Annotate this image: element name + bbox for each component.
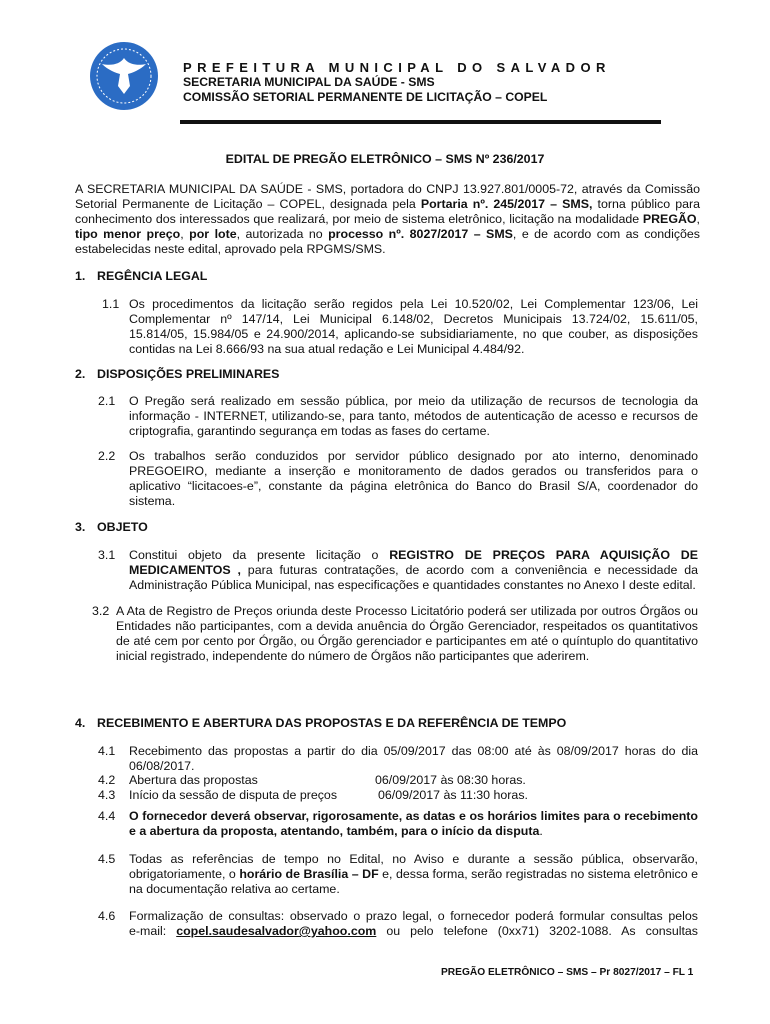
section-heading-recebimento: 4. RECEBIMENTO E ABERTURA DAS PROPOSTAS E DA REFERÊNCIA DE TEMPO — [75, 716, 567, 730]
section-heading-objeto: 3. OBJETO — [75, 520, 148, 534]
item-number: 4.5 — [98, 852, 116, 866]
item-4-6-line2: e-mail: copel.saudesalvador@yahoo.com ou pelo telefone (0xx71) 3202-1088. As consultas — [129, 924, 698, 938]
copel-email-link[interactable]: copel.saudesalvador@yahoo.com — [176, 924, 377, 938]
item-number: 3.1 — [98, 548, 116, 562]
item-2-2-text: Os trabalhos serão conduzidos por servidor público designado por ato interno, denominado PREGOEIRO, mediante a inserção e monitoramento de dados gerados ou transferidos para o aplicativo “licitacoes-e”, constante da página eletrônica do Banco do Brasil S/A, coordenador do sistema. — [129, 449, 698, 508]
item-number: 4.1 — [98, 744, 116, 758]
item-4-5-text: Todas as referências de tempo no Edital, no Aviso e durante a sessão pública, observarão, obrigatoriamente, o horário de Brasília – DF e, dessa forma, serão registradas no sistema eletrônico e na documentação relativa ao certame. — [129, 852, 699, 896]
item-4-3-label: Início da sessão de disputa de preços — [129, 788, 338, 802]
section-heading-disposicoes: 2. DISPOSIÇÕES PRELIMINARES — [75, 367, 280, 381]
item-4-2-value: 06/09/2017 às 08:30 horas. — [375, 773, 526, 787]
item-4-6-text — [129, 909, 698, 939]
intro-paragraph: A SECRETARIA MUNICIPAL DA SAÚDE - SMS, portadora do CNPJ 13.927.801/0005-72, através da Comissão Setorial Permanente de Licitação – COPEL, designada pela Portaria nº. 245/2017 – SMS, torna público para conhecimento dos interessados que realizará, por meio de sistema eletrônico, licitação na modalidade PREGÃO, tipo menor preço, por lote, autorizada no processo nº. 8027/2017 – SMS, e de acordo com as condições estabelecidas neste edital, aprovado pela RPGMS/SMS. — [75, 182, 700, 256]
item-number: 1.1 — [102, 297, 120, 311]
item-3-2-text: A Ata de Registro de Preços oriunda deste Processo Licitatório poderá ser utilizada por outros Órgãos ou Entidades não participantes, com a devida anuência do Órgão Gerenciador, respeitados os quantitativos de até cem por cento por Órgão, ou Órgão gerenciador e participantes em até o quíntuplo do quantitativo inicial registrado, independente do número de Órgãos não participantes que aderirem. — [116, 604, 698, 663]
header-comissao: COMISSÃO SETORIAL PERMANENTE DE LICITAÇÃO – COPEL — [183, 90, 548, 104]
item-number: 3.2 — [92, 604, 110, 618]
item-number: 2.1 — [98, 394, 116, 408]
item-4-3-value: 06/09/2017 às 11:30 horas. — [378, 788, 528, 802]
page-footer: PREGÃO ELETRÔNICO – SMS – Pr 8027/2017 – FL 1 — [441, 967, 694, 978]
item-number: 4.2 — [98, 773, 116, 787]
item-number: 4.3 — [98, 788, 116, 802]
section-heading-regencia: 1. REGÊNCIA LEGAL — [75, 269, 208, 283]
edital-title: EDITAL DE PREGÃO ELETRÔNICO – SMS Nº 236/2017 — [225, 152, 545, 166]
header-block — [183, 60, 611, 105]
item-number: 2.2 — [98, 449, 116, 463]
header-secretaria: SECRETARIA MUNICIPAL DA SAÚDE - SMS — [183, 75, 435, 89]
header-divider — [180, 120, 661, 124]
item-1-1-text: Os procedimentos da licitação serão regidos pela Lei 10.520/02, Lei Complementar 123/06, Lei Complementar nº 147/14, Lei Municipal 6.148/02, Decretos Municipais 13.724/02, 15.611/05, 15.814/05, 15.984/05 e 24.900/2014, aplicando-se subsidiariamente, no que couber, as disposições contidas na Lei 8.666/93 na sua atual redação e Lei Municipal 4.484/92. — [129, 297, 698, 356]
header-prefeitura: PREFEITURA MUNICIPAL DO SALVADOR — [183, 60, 611, 75]
item-4-2-label: Abertura das propostas — [129, 773, 258, 787]
item-4-1-text: Recebimento das propostas a partir do dia 05/09/2017 das 08:00 até às 08/09/2017 horas do dia 06/08/2017. — [129, 744, 698, 773]
item-4-6-line1: Formalização de consultas: observado o prazo legal, o fornecedor poderá formular consultas pelos — [129, 909, 698, 923]
item-3-1-text: Constitui objeto da presente licitação o REGISTRO DE PREÇOS PARA AQUISIÇÃO DE MEDICAMENTOS , para futuras contratações, de acordo com a conveniência e necessidade da Administração Pública Municipal, nas especificações e quantidades constantes no Anexo I deste edital. — [129, 548, 698, 592]
item-4-4-text: O fornecedor deverá observar, rigorosamente, as datas e os horários limites para o recebimento e a abertura da proposta, atentando, também, para o início da disputa. — [129, 809, 698, 838]
item-number: 4.6 — [98, 909, 116, 923]
item-number: 4.4 — [98, 809, 116, 823]
salvador-coat-of-arms-logo — [88, 40, 160, 112]
item-2-1-text: O Pregão será realizado em sessão pública, por meio da utilização de recursos de tecnologia da informação - INTERNET, utilizando-se, para tanto, métodos de autenticação de acesso e recursos de criptografia, garantindo segurança em todas as fases do certame. — [129, 394, 698, 438]
